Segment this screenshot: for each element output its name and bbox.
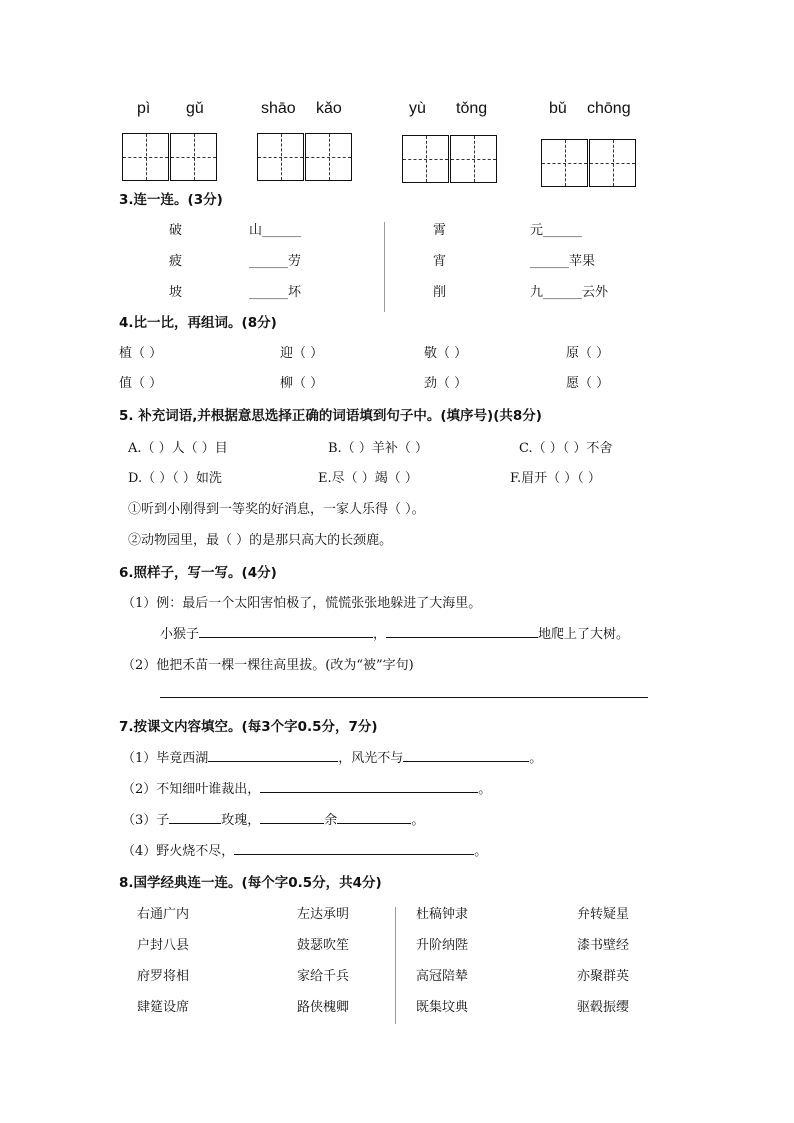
- pinyin-syllable: kǎo: [316, 100, 342, 117]
- answer-blank[interactable]: [260, 809, 324, 824]
- idiom-item[interactable]: E.尽（ ）竭（ ）: [318, 471, 418, 486]
- answer-blank[interactable]: [169, 809, 221, 824]
- classic-phrase[interactable]: 杜稿钟隶: [416, 907, 469, 922]
- writing-cell[interactable]: [541, 139, 588, 187]
- classic-phrase[interactable]: 高冠陪辇: [416, 969, 469, 984]
- classic-phrase[interactable]: 既集坟典: [416, 1000, 469, 1015]
- rewrite-comma: ，: [373, 627, 387, 642]
- answer-blank[interactable]: [208, 747, 338, 762]
- answer-blank[interactable]: [234, 840, 474, 855]
- classic-phrase[interactable]: 亦聚群英: [577, 969, 630, 984]
- classic-phrase[interactable]: 府罗将相: [137, 969, 190, 984]
- pinyin-syllable: shāo: [261, 100, 296, 117]
- poem-line: [122, 747, 542, 766]
- poem-text: 。: [478, 782, 492, 797]
- writing-cell[interactable]: [402, 135, 449, 183]
- compare-item[interactable]: 柳（ ）: [280, 376, 324, 391]
- classic-phrase[interactable]: 驱毂振缨: [577, 1000, 630, 1015]
- match-word[interactable]: 元______: [530, 223, 583, 238]
- section-3-title: 3.连一连。(3分): [119, 192, 223, 208]
- poem-text: （4）野火烧不尽，: [122, 844, 235, 859]
- compare-item[interactable]: 值（ ）: [119, 376, 163, 391]
- compare-item[interactable]: 劲（ ）: [424, 376, 468, 391]
- poem-text: （2）不知细叶谁裁出，: [122, 782, 261, 797]
- classic-phrase[interactable]: 家给千兵: [297, 969, 350, 984]
- idiom-item[interactable]: A.（ ）人（ ）目: [128, 441, 228, 456]
- rewrite-suffix: 地爬上了大树。: [538, 627, 630, 642]
- example-sentence: （1）例：最后一个太阳害怕极了，慌慌张张地躲进了大海里。: [122, 596, 482, 611]
- pinyin-syllable: tǒng: [456, 100, 488, 117]
- divider: [395, 907, 396, 1024]
- poem-text: （1）毕竟西湖: [122, 751, 209, 766]
- classic-phrase[interactable]: 户封八县: [137, 938, 190, 953]
- answer-line[interactable]: [160, 697, 648, 698]
- match-char: 疲: [169, 254, 183, 269]
- answer-blank[interactable]: [403, 747, 529, 762]
- section-6-title: 6.照样子，写一写。(4分): [119, 565, 277, 581]
- match-char: 宵: [433, 254, 447, 269]
- poem-text: 余: [324, 813, 338, 828]
- section-8-title: 8.国学经典连一连。(每个字0.5分，共4分): [119, 875, 382, 891]
- writing-cell[interactable]: [450, 135, 497, 183]
- answer-blank[interactable]: [337, 809, 411, 824]
- compare-item[interactable]: 原（ ）: [566, 346, 610, 361]
- answer-blank[interactable]: [199, 623, 373, 638]
- divider: [384, 222, 385, 312]
- poem-text: ，风光不与: [338, 751, 404, 766]
- classic-phrase[interactable]: 肆筵设席: [137, 1000, 190, 1015]
- poem-text: 。: [474, 844, 488, 859]
- compare-item[interactable]: 敬（ ）: [424, 346, 468, 361]
- writing-cell[interactable]: [170, 133, 217, 181]
- poem-line: [122, 778, 491, 797]
- poem-line: [122, 809, 424, 828]
- poem-text: （3）子: [122, 813, 170, 828]
- rewrite-question: （2）他把禾苗一棵一棵往高里拔。(改为“被”字句): [122, 658, 414, 673]
- compare-item[interactable]: 愿（ ）: [566, 376, 610, 391]
- classic-phrase[interactable]: 鼓瑟吹笙: [297, 938, 350, 953]
- match-word[interactable]: 山______: [249, 223, 302, 238]
- classic-phrase[interactable]: 升阶纳陛: [416, 938, 469, 953]
- rewrite-line: [160, 623, 629, 642]
- classic-phrase[interactable]: 路侠槐卿: [297, 1000, 350, 1015]
- pinyin-syllable: pì: [137, 100, 151, 117]
- writing-cell[interactable]: [305, 133, 352, 181]
- fill-sentence[interactable]: ②动物园里，最（ ）的是那只高大的长颈鹿。: [128, 533, 393, 548]
- section-5-title: 5. 补充词语,并根据意思选择正确的词语填到句子中。(填序号)(共8分): [119, 408, 542, 424]
- match-word[interactable]: ______劳: [249, 254, 302, 269]
- answer-blank[interactable]: [260, 778, 478, 793]
- pinyin-syllable: bǔ: [549, 100, 567, 117]
- writing-cell[interactable]: [257, 133, 304, 181]
- idiom-item[interactable]: F.眉开（ ）（ ）: [510, 471, 601, 486]
- writing-grid[interactable]: [541, 139, 637, 187]
- idiom-item[interactable]: B.（ ）羊补（ ）: [328, 441, 428, 456]
- idiom-item[interactable]: C.（ ）（ ）不舍: [519, 441, 613, 456]
- writing-cell[interactable]: [122, 133, 169, 181]
- compare-item[interactable]: 植（ ）: [119, 346, 163, 361]
- classic-phrase[interactable]: 弁转疑星: [577, 907, 630, 922]
- match-char: 破: [169, 223, 183, 238]
- rewrite-prefix: 小猴子: [160, 627, 200, 642]
- poem-text: 。: [529, 751, 543, 766]
- poem-text: 。: [411, 813, 425, 828]
- match-word[interactable]: 九______云外: [530, 285, 609, 300]
- poem-line: [122, 840, 487, 859]
- writing-grid[interactable]: [257, 133, 353, 181]
- pinyin-syllable: gǔ: [186, 100, 204, 117]
- writing-grid[interactable]: [402, 135, 498, 183]
- fill-sentence[interactable]: ①听到小刚得到一等奖的好消息，一家人乐得（ ）。: [128, 502, 425, 517]
- match-char: 坡: [169, 285, 183, 300]
- poem-text: 玫瑰，: [221, 813, 261, 828]
- idiom-item[interactable]: D.（ ）（ ）如洗: [128, 471, 222, 486]
- match-word[interactable]: ______苹果: [530, 254, 596, 269]
- classic-phrase[interactable]: 漆书壁经: [577, 938, 630, 953]
- writing-cell[interactable]: [589, 139, 636, 187]
- section-4-title: 4.比一比，再组词。(8分): [119, 315, 277, 331]
- answer-blank[interactable]: [386, 623, 538, 638]
- section-7-title: 7.按课文内容填空。(每3个字0.5分，7分): [119, 719, 378, 735]
- match-word[interactable]: ______坏: [249, 285, 302, 300]
- pinyin-syllable: yù: [409, 100, 426, 117]
- pinyin-syllable: chōng: [587, 100, 631, 117]
- writing-grid[interactable]: [122, 133, 218, 181]
- classic-phrase[interactable]: 右通广内: [137, 907, 190, 922]
- compare-item[interactable]: 迎（ ）: [280, 346, 324, 361]
- match-char: 削: [433, 285, 447, 300]
- classic-phrase[interactable]: 左达承明: [297, 907, 350, 922]
- match-char: 霄: [433, 223, 447, 238]
